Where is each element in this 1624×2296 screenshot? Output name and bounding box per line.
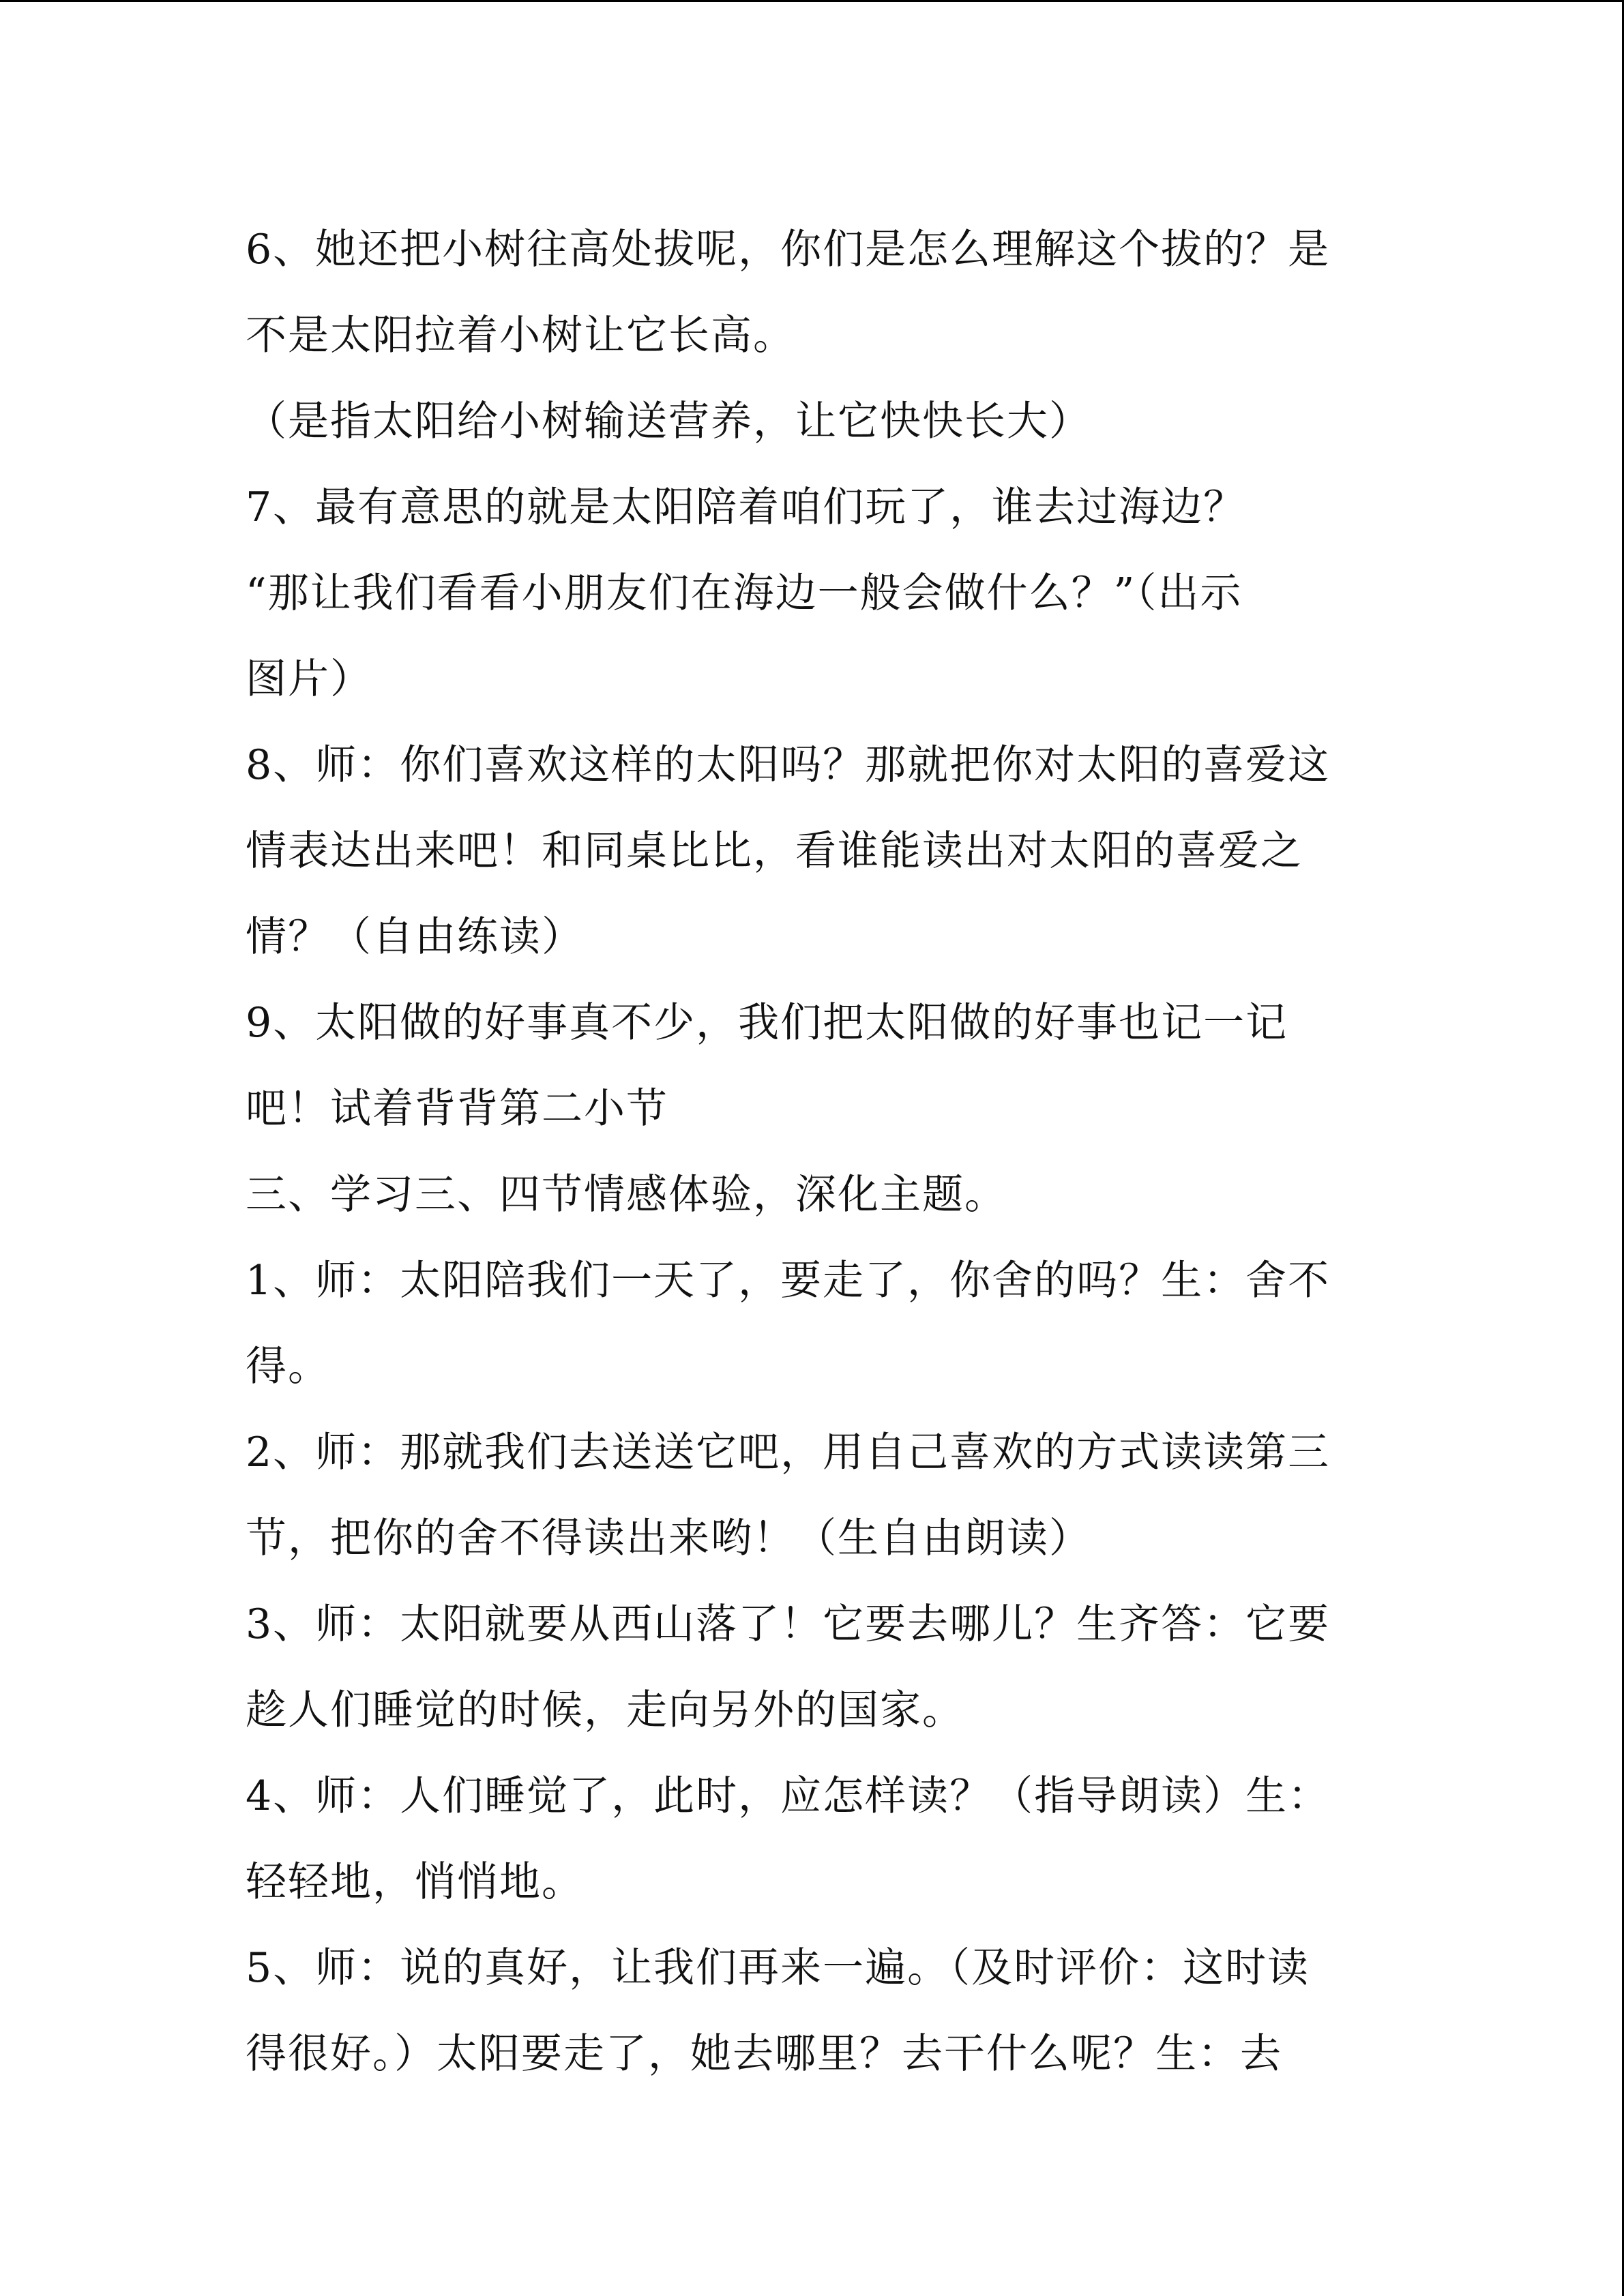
text-line: 得很好。）太阳要走了，她去哪里？去干什么呢？生：去 — [246, 2030, 1282, 2078]
text-line: 情？（自由练读） — [246, 913, 584, 961]
text-line: 5、师：说的真好，让我们再来一遍。（及时评价：这时读 — [246, 1944, 1310, 1992]
text-line: 趁人们睡觉的时候，走向另外的国家。 — [246, 1686, 964, 1734]
text-line: 4、师：人们睡觉了，此时，应怎样读？（指导朗读）生： — [246, 1772, 1331, 1820]
text-line: 1、师：太阳陪我们一天了，要走了，你舍的吗？生：舍不 — [246, 1257, 1331, 1304]
text-line: 情表达出来吧！和同桌比比，看谁能读出对太阳的喜爱之 — [246, 827, 1303, 875]
section-heading: 三、学习三、四节情感体验，深化主题。 — [246, 1171, 1007, 1219]
text-line: 3、师：太阳就要从西山落了！它要去哪儿？生齐答：它要 — [246, 1600, 1331, 1648]
text-line: 图片） — [246, 655, 372, 703]
text-line: 9、太阳做的好事真不少，我们把太阳做的好事也记一记 — [246, 999, 1288, 1047]
text-line: 8、师：你们喜欢这样的太阳吗？那就把你对太阳的喜爱这 — [246, 741, 1331, 789]
text-line: “那让我们看看小朋友们在海边一般会做什么？”（出示 — [246, 569, 1243, 617]
document-body — [246, 207, 1378, 2097]
text-line: 2、师：那就我们去送送它吧，用自己喜欢的方式读读第三 — [246, 1429, 1331, 1476]
text-line: 7、最有意思的就是太阳陪着咱们玩了，谁去过海边？ — [246, 483, 1246, 531]
text-line: 轻轻地，悄悄地。 — [246, 1858, 584, 1906]
text-line: 不是太阳拉着小树让它长高。 — [246, 312, 795, 359]
text-line: 节，把你的舍不得读出来哟！（生自由朗读） — [246, 1515, 1091, 1562]
text-line: 得。 — [246, 1343, 330, 1390]
text-line: （是指太阳给小树输送营养，让它快快长大） — [246, 398, 1091, 445]
text-line: 6、她还把小树往高处拔呢，你们是怎么理解这个拔的？是 — [246, 226, 1331, 273]
text-line: 吧！试着背背第二小节 — [246, 1085, 668, 1133]
